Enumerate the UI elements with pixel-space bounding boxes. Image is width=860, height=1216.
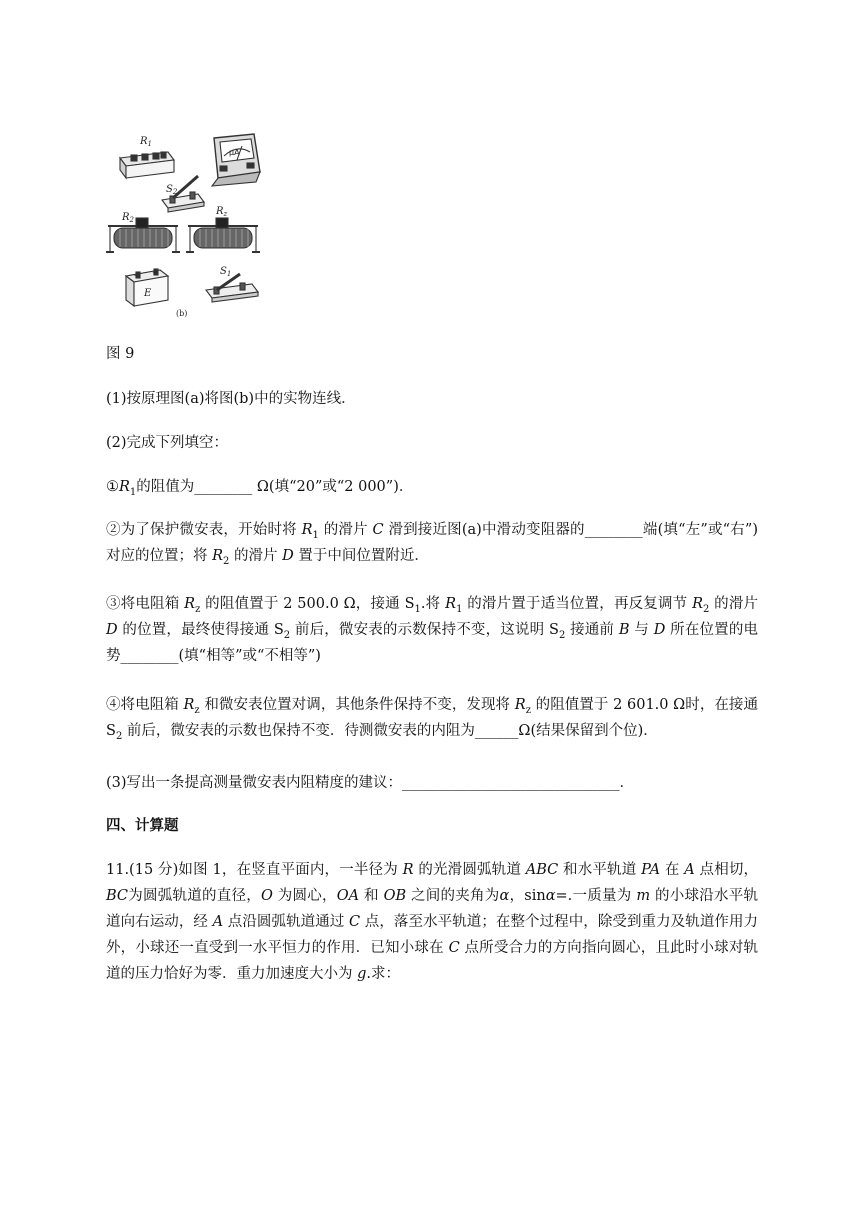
label-meter: μA — [229, 148, 240, 157]
apparatus-drawing — [106, 130, 272, 320]
apparatus-figure — [106, 130, 272, 320]
rheostat-rz — [186, 218, 260, 252]
figure-caption-b: (b) — [176, 309, 188, 318]
figure-caption: 图 9 — [106, 346, 135, 362]
label-battery: E — [144, 288, 152, 299]
item-1: $①R_1$的阻值为________ Ω(填“20”或“2 000”)． — [106, 479, 414, 498]
section-heading: 四、计算题 — [106, 818, 179, 834]
resistance-box-r1 — [120, 152, 174, 178]
microammeter — [212, 134, 260, 186]
item-2: ②为了保护微安表，开始时将 $R_1$ 的滑片 C 滑到接近图(a)中滑动变阻器的________端(填“左”或“右”)对应的位置；将 $R_2$ 的滑片 D 置于中间位置附近． — [106, 522, 758, 567]
item-3: ③将电阻箱 $R_z$ 的阻值置于 2 500.0 Ω，接通 $S_1$.将 $R_1$ 的滑片置于适当位置，再反复调节 $R_2$ 的滑片 D 的位置，最终使得接通 $S_2$ 前后，微安表的示数保持不变，这说明 $S_2$ 接通前 B 与 D 所在位置的电势________(填“相等”或“不相等”) — [106, 596, 759, 664]
label-r2: $R_2$ — [122, 212, 134, 224]
question-2: (2)完成下列填空： — [106, 435, 229, 451]
question-11: 11.(15 分)如图 1，在竖直平面内，一半径为 R 的光滑圆弧轨道 ABC 和水平轨道 PA 在 A 点相切，BC为圆弧轨道的直径，O 为圆心，OA 和 OB 之间的夹角为α，sinα=.一质量为 m 的小球沿水平轨道向右运动，经 A 点沿圆弧轨道通过 C 点，落至水平轨道；在整个过程中，除受到重力及轨道作用力外，小球还一直受到一水平恒力的作用．已知小球在 C 点所受合力的方向指向圆心，且此时小球对轨道的压力恰好为零．重力加速度大小为 g.求： — [106, 862, 759, 982]
label-s1: $S_1$ — [220, 266, 232, 278]
label-battery-minus: - — [134, 272, 137, 280]
label-s2: $S_2$ — [166, 184, 178, 196]
label-rz: $R_z$ — [216, 206, 228, 218]
label-r1: $R_1$ — [140, 136, 152, 148]
question-3: (3)写出一条提高测量微安表内阻精度的建议：______________________________． — [106, 775, 635, 791]
label-battery-plus: + — [152, 269, 158, 277]
switch-s1 — [206, 274, 258, 302]
question-1: (1)按原理图(a)将图(b)中的实物连线． — [106, 391, 356, 407]
item-4: ④将电阻箱 $R_z$ 和微安表位置对调，其他条件保持不变，发现将 $R_z$ 的阻值置于 2 601.0 Ω时，在接通 $S_2$ 前后，微安表的示数也保持不变．待测微安表的内阻为______Ω(结果保留到个位)． — [106, 697, 758, 742]
rheostat-r2 — [106, 218, 180, 252]
